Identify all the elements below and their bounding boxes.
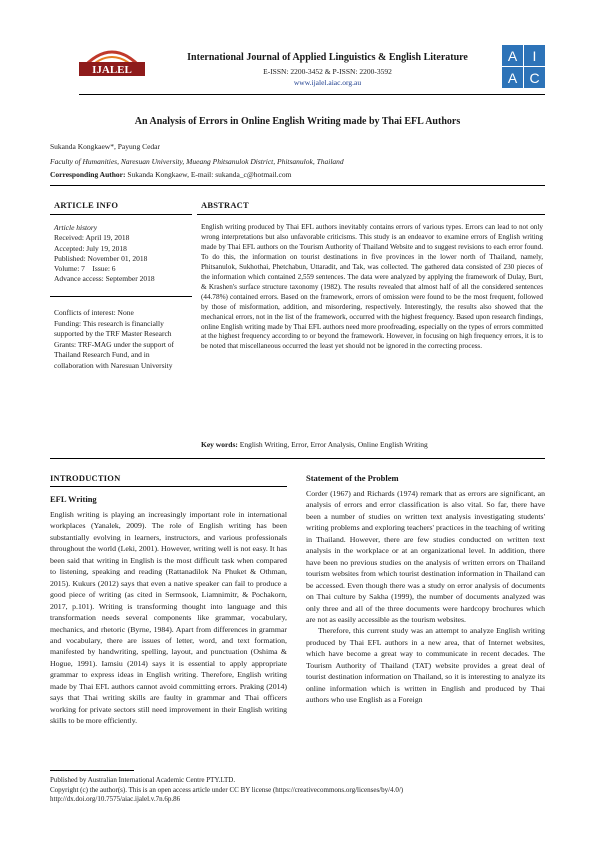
statement-paragraph-1: Corder (1967) and Richards (1974) remark that as errors are significant, an analysis of errors and error classification is also vital. So far, there have been a number of studies on written text analysis investigating students' writing problems and exploring teachers' practices in the teaching of writing in Thailand. However, there are few studies conducted on written text analysis in the workplace or at an organizational level. In addition, there have been no previous studies on the analysis of written errors on Thailand tourism websites from which tourist destination information in Thailand can be accessed. Even though there was a study on error analysis of documents on Thai culture by Sakha (1999), the number of documents analyzed was only three and all of the three documents were hardcopy brochures which are not as easily accessible as the tourism websites. [306,489,545,624]
aiac-logo [502,45,545,88]
keywords [201,440,543,449]
corresponding-text: Sukanda Kongkaew, E-mail: sukanda_c@hotmail.com [127,170,292,179]
efl-writing-heading: EFL Writing [50,494,97,504]
efl-writing-paragraph: English writing is playing an increasingly important role in international workplaces (Yanalek, 2009). The role of English writing has been substantially evolving in learners, instructors, and various professionals throughout the world (Leki, 2001). However, writing well is not easy. It has been said that writing in English is the most difficult task when compared to listening, speaking and reading (Rattanadilok Na Phuket & Othman, 2015). Kukurs (2012) says that even a native speaker can fail to produce a good piece of writing (as cited in Sermsook, Liamnimitr, & Pochakorn, 2017, p.101). Writing is transforming thought into language and this transformation needs several components like grammar, vocabulary, mechanics, and rhetoric (Byrne, 1984). Apart from differences in grammar and vocabulary, there are issues of letter, word, and text formation, manifested by handwriting, spelling, layout, and punctuation (Oshima & Hogue, 1991). Iamsiu (2014) says it is essential to apply appropriate grammar to express ideas in English writing. Therefore, English writing made by Thai EFL authors cannot avoid committing errors. Praking (2014) says that Thai writing skills are faulty in grammar and Thai officers working for private sectors still need improvement in their English writing skills to be more efficiently. [50,510,287,726]
right-column [306,473,545,706]
statement-problem-heading: Statement of the Problem [306,473,399,483]
issn-line: E-ISSN: 2200-3452 & P-ISSN: 2200-3592 [263,67,392,76]
accepted-date: Accepted: July 19, 2018 [54,243,127,253]
advance-access: Advance access: September 2018 [54,274,155,284]
history-title: Article history [54,223,98,232]
aiac-letter: A [502,67,523,88]
keywords-label: Key words: [201,440,238,449]
funding-statement: Funding: This research is financially supported by the TRF Master Research Grants: TRF-MAG under the support of Thailand Research Fund, and in collaboration with Naresuan University [54,318,175,370]
journal-title: International Journal of Applied Linguistics & English Literature [187,52,468,63]
footer-divider [50,770,134,771]
doi-link[interactable]: http://dx.doi.org/10.7575/aiac.ijalel.v.7n.6p.86 [50,795,181,804]
aiac-letter: A [502,45,523,66]
title-divider [50,185,545,186]
keywords-list: English Writing, Error, Error Analysis, Online English Writing [239,440,428,449]
corresponding-label: Corresponding Author: [50,170,126,179]
journal-website-link[interactable]: www.ijalel.aiac.org.au [293,78,362,87]
header-divider [79,94,545,95]
paper-title: An Analysis of Errors in Online English Writing made by Thai EFL Authors [134,116,461,127]
abstract-text: English writing produced by Thai EFL authors inevitably contains errors of various types. Errors can lead to not only wrong interpretations but also unfavorable criticisms. This study is an endeavor to examine errors of English writing made by Thai EFL authors on the Tourism Authority of Thailand Website and to suggest revisions to each error found. To do this, the information on tourist destinations in five provinces in the lower north of Thailand, namely, Phitsanulok, Sukhothai, Phetchabun, Uttaradit, and Tak, was collected. The gathered data consisted of 230 pieces of the information which contained 2,559 sentences. The data were analyzed by applying the framework of Dulay, Burt, & Krashen's surface structure taxonomy (1982). The results revealed that almost half of all the considered sentences (44.78%) contained errors. Based on the framework, errors of omission were found to be the most frequent, followed by those of misformation, addition, and misordering, respectively. Interestingly, the results also showed that the mechanical errors, not in the list of the framework, occurred with the highest frequency. Based upon research findings, online English writing made by Thai EFL authors need more proofreading, especially on the types of errors committed at the highest frequency according to or beyond the framework. However, in focusing on high frequency errors, it is to be noted that miscellaneous occurred the least yet should not be ignored in the correcting process. [201,223,543,351]
affiliation: Faculty of Humanities, Naresuan University, Mueang Phitsanulok District, Phitsanulok, Thailand [50,157,344,166]
article-history [54,223,189,285]
aiac-letter: C [524,67,545,88]
history-divider [50,296,192,297]
statement-paragraph-2: Therefore, this current study was an attempt to analyze English writing produced by Thai EFL authors in a new area, that of Internet websites, which have become a great way to communicate in recent decades. The Tourism Authority of Thailand (TAT) website provides a great deal of tourist destination information on Thailand, so it is interesting to analyze its online information which is written in English and produced by Thai authors who use English as a Foreign [306,626,545,705]
introduction-heading: INTRODUCTION [50,473,121,483]
journal-logo [79,40,145,78]
journal-logo-text: IJALEL [92,64,132,76]
funding-info [54,308,188,371]
aiac-letter: I [524,45,545,66]
published-date: Published: November 01, 2018 [54,253,148,263]
corresponding-author [50,170,291,179]
abstract-bottom-divider [50,458,545,459]
copyright-line: Copyright (c) the author(s). This is an open access article under CC BY license (https://creativecommons.org/licenses/by/4.0/) [50,785,404,794]
article-info-heading: ARTICLE INFO [54,200,119,210]
volume-issue: Volume: 7 Issue: 6 [54,264,116,274]
footer [50,776,545,805]
conflicts-of-interest: Conflicts of interest: None [54,308,134,317]
received-date: Received: April 19, 2018 [54,233,130,243]
left-column [50,473,287,727]
journal-logo-graphic [79,40,145,78]
abstract-divider [197,214,545,215]
article-info-divider [50,214,192,215]
publisher-line: Published by Australian International Academic Centre PTY.LTD. [50,776,236,784]
introduction-divider [50,486,287,487]
abstract-heading: ABSTRACT [201,200,249,210]
author-list: Sukanda Kongkaew*, Payung Cedar [50,142,160,151]
